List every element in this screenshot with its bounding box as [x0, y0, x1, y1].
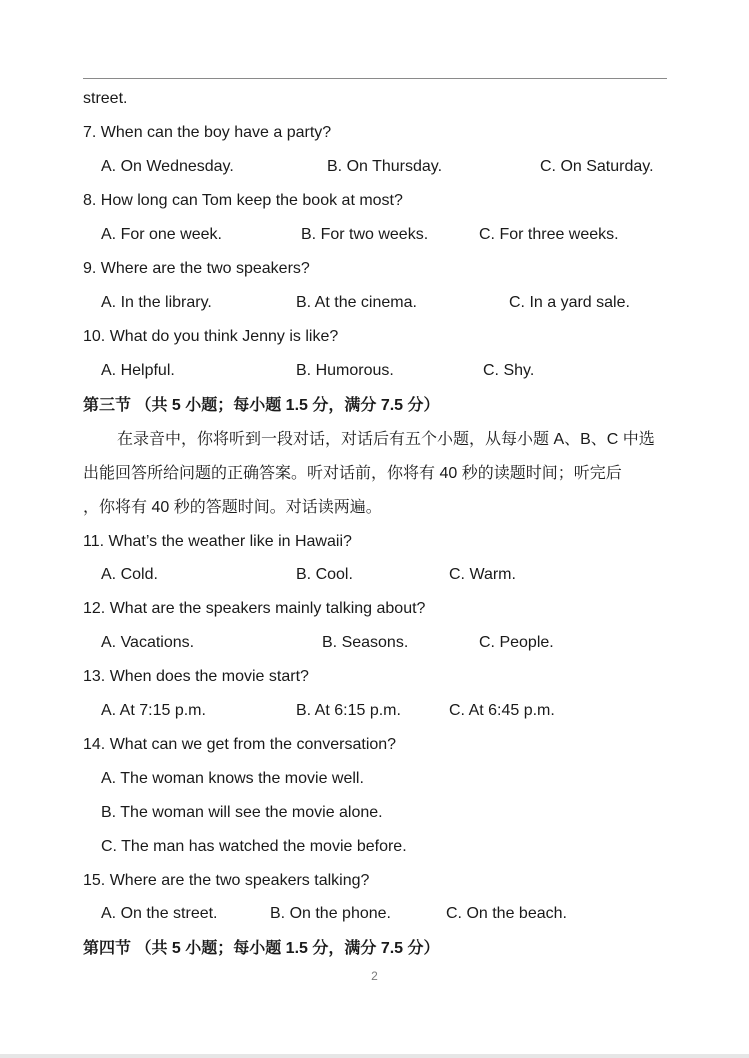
q7-option-c: C. On Saturday.: [540, 158, 654, 175]
q15-option-c: C. On the beach.: [446, 905, 567, 922]
section-3-instructions-line-2: 出能回答所给问题的正确答案。听对话前，你将有 40 秒的读题时间；听完后: [83, 465, 622, 482]
question-11: [83, 531, 352, 553]
question-text: How long can Tom keep the book at most?: [100, 192, 403, 209]
question-number: 9.: [83, 260, 97, 277]
question-text: What are the speakers mainly talking about?: [109, 600, 426, 617]
question-text: Where are the two speakers?: [100, 260, 310, 277]
q12-option-c: C. People.: [479, 634, 554, 651]
header-rule: [83, 78, 667, 79]
question-text: What’s the weather like in Hawaii?: [108, 533, 352, 550]
q10-option-b: B. Humorous.: [296, 362, 394, 379]
question-text: What can we get from the conversation?: [109, 736, 397, 753]
question-number: 7.: [83, 124, 97, 141]
q13-option-a: A. At 7:15 p.m.: [101, 702, 206, 719]
q10-option-a: A. Helpful.: [101, 362, 175, 379]
q11-option-a: A. Cold.: [101, 566, 158, 583]
q9-option-a: A. In the library.: [101, 294, 212, 311]
q11-option-c: C. Warm.: [449, 566, 516, 583]
question-number: 12.: [83, 600, 106, 617]
q13-option-b: B. At 6:15 p.m.: [296, 702, 401, 719]
question-12: [83, 598, 425, 620]
question-number: 13.: [83, 668, 106, 685]
q15-option-a: A. On the street.: [101, 905, 218, 922]
q15-option-b: B. On the phone.: [270, 905, 391, 922]
question-7: [83, 122, 331, 144]
question-number: 10.: [83, 328, 106, 345]
question-text: When does the movie start?: [109, 668, 309, 685]
carryover-text: street.: [83, 90, 128, 107]
question-number: 8.: [83, 192, 97, 209]
question-text: Where are the two speakers talking?: [109, 872, 370, 889]
q10-option-c: C. Shy.: [483, 362, 535, 379]
q7-option-b: B. On Thursday.: [327, 158, 443, 175]
bottom-edge: [0, 1054, 749, 1058]
q14-option-c: C. The man has watched the movie before.: [101, 838, 407, 855]
q8-option-a: A. For one week.: [101, 226, 222, 243]
section-3-heading: 第三节 （共 5 小题；每小题 1.5 分，满分 7.5 分）: [83, 397, 440, 414]
question-9: [83, 258, 310, 280]
question-number: 15.: [83, 872, 106, 889]
q7-option-a: A. On Wednesday.: [101, 158, 234, 175]
section-3-instructions-line-1: 在录音中，你将听到一段对话，对话后有五个小题，从每小题 A、B、C 中选: [117, 431, 655, 448]
q9-option-c: C. In a yard sale.: [509, 294, 630, 311]
question-number: 11.: [83, 533, 105, 550]
q11-option-b: B. Cool.: [296, 566, 353, 583]
q13-option-c: C. At 6:45 p.m.: [449, 702, 555, 719]
q8-option-c: C. For three weeks.: [479, 226, 619, 243]
question-8: [83, 190, 403, 212]
question-text: What do you think Jenny is like?: [109, 328, 339, 345]
page-number: 2: [371, 969, 378, 983]
question-13: [83, 666, 309, 688]
question-14: [83, 734, 396, 756]
section-3-instructions-line-3: ，你将有 40 秒的答题时间。对话读两遍。: [83, 499, 382, 516]
question-15: [83, 870, 369, 892]
q14-option-b: B. The woman will see the movie alone.: [101, 804, 383, 821]
q14-option-a: A. The woman knows the movie well.: [101, 770, 364, 787]
q8-option-b: B. For two weeks.: [301, 226, 429, 243]
q12-option-b: B. Seasons.: [322, 634, 409, 651]
q9-option-b: B. At the cinema.: [296, 294, 417, 311]
question-text: When can the boy have a party?: [100, 124, 332, 141]
q12-option-a: A. Vacations.: [101, 634, 195, 651]
section-4-heading: 第四节 （共 5 小题；每小题 1.5 分，满分 7.5 分）: [83, 940, 440, 957]
question-number: 14.: [83, 736, 106, 753]
question-10: [83, 326, 338, 348]
